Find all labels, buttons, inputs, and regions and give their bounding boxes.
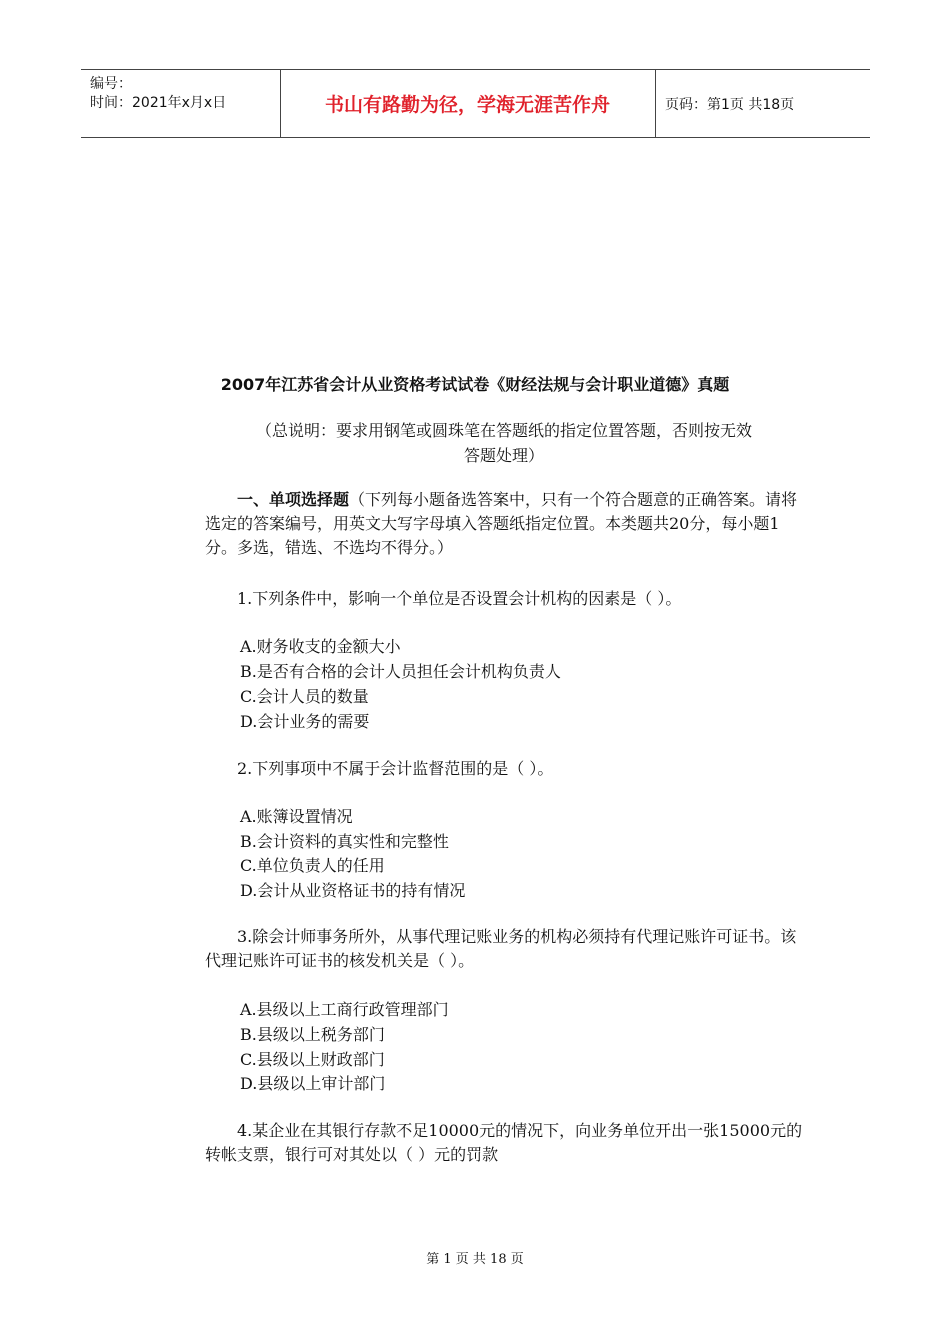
- page-info: 页码：第1页 共18页: [665, 96, 795, 113]
- section-heading: 一、单项选择题: [237, 490, 350, 509]
- code-label: 编号：: [90, 76, 132, 92]
- question-2-option-c: C.单位负责人的任用: [240, 856, 385, 875]
- header-meta-cell: [81, 70, 281, 137]
- question-2-option-b: B.会计资料的真实性和完整性: [240, 832, 449, 851]
- motto: 书山有路勤为径，学海无涯苦作舟: [280, 70, 656, 137]
- document-title: 2007年江苏省会计从业资格考试试卷《财经法规与会计职业道德》真题: [220, 375, 730, 394]
- header-table: [81, 69, 870, 138]
- question-2-option-a: A.账簿设置情况: [240, 807, 353, 826]
- question-4-stem: 4.某企业在其银行存款不足10000元的情况下，向业务单位开出一张15000元的转帐支票，银行可对其处以（ ）元的罚款: [205, 1121, 803, 1164]
- question-3-stem: 3.除会计师事务所外，从事代理记账业务的机构必须持有代理记账许可证书。该代理记账许可证书的核发机关是（ ）。: [205, 927, 797, 970]
- question-3-option-c: C.县级以上财政部门: [240, 1050, 385, 1069]
- page-footer: 第 1 页 共 18 页: [426, 1252, 524, 1267]
- question-1-option-b: B.是否有合格的会计人员担任会计机构负责人: [240, 662, 561, 681]
- section-intro: [205, 488, 803, 560]
- question-2-stem: 2.下列事项中不属于会计监督范围的是（ ）。: [237, 759, 554, 778]
- question-3-option-a: A.县级以上工商行政管理部门: [240, 1000, 449, 1019]
- note-line-1: （总说明：要求用钢笔或圆珠笔在答题纸的指定位置答题，否则按无效: [255, 421, 752, 440]
- question-1-stem: 1.下列条件中，影响一个单位是否设置会计机构的因素是（ ）。: [237, 589, 682, 608]
- question-3-option-b: B.县级以上税务部门: [240, 1025, 385, 1044]
- question-2-option-d: D.会计从业资格证书的持有情况: [240, 881, 466, 900]
- section-instructions: （下列每小题备选答案中，只有一个符合题意的正确答案。请将选定的答案编号，用英文大写字母填入答题纸指定位置。本类题共20分，每小题1分。多选，错选、不选均不得分。）: [205, 490, 798, 557]
- question-1-option-d: D.会计业务的需要: [240, 712, 370, 731]
- question-3-option-d: D.县级以上审计部门: [240, 1074, 386, 1093]
- question-1-option-a: A.财务收支的金额大小: [240, 637, 401, 656]
- general-note: [205, 418, 803, 468]
- time-label: 时间：2021年x月x日: [90, 95, 227, 111]
- note-line-2: 答题处理）: [463, 446, 544, 465]
- question-1-option-c: C.会计人员的数量: [240, 687, 369, 706]
